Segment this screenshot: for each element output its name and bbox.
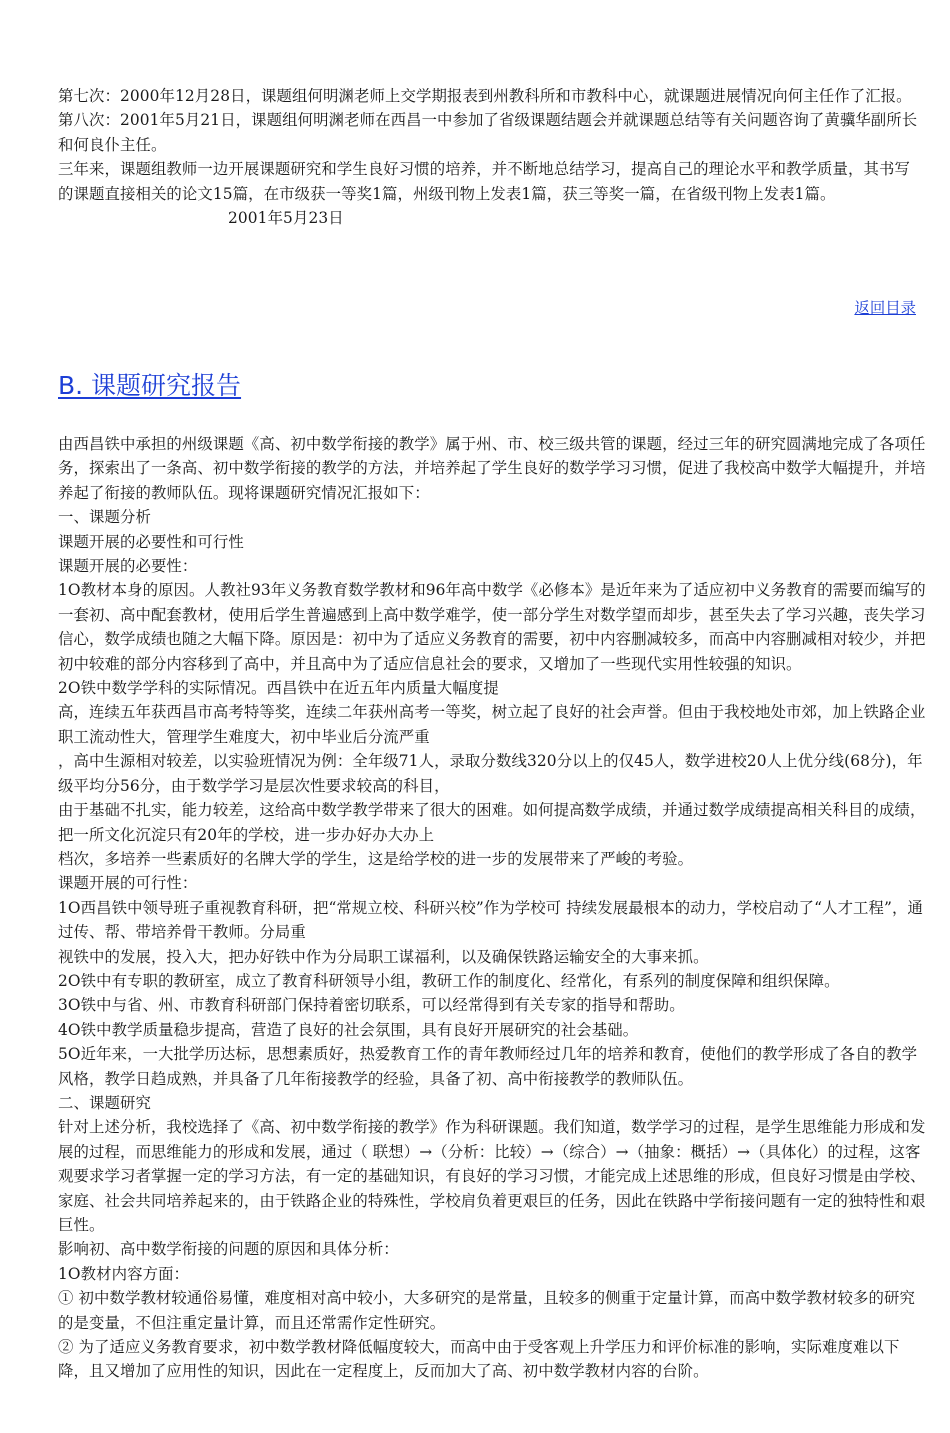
paragraph-seventh-meeting: 第七次：2000年12月28日，课题组何明渊老师上交学期报表到州教科所和市教科中心，就课题进展情况向何主任作了汇报。 [58, 87, 912, 105]
paragraph-feasibility-1-cont: 视铁中的发展，投入大，把办好铁中作为分局职工谋福利，以及确保铁路运输安全的大事来抓。 [58, 947, 709, 966]
paragraph-school-situation-4: 由于基础不扎实，能力较差，这给高中数学教学带来了很大的困难。如何提高数学成绩，并通过数学成绩提高相关科目的成绩，把一所文化沉淀只有20年的学校，进一步办好办大办上 [58, 801, 926, 844]
paragraph-intro: 由西昌铁中承担的州级课题《高、初中数学衔接的教学》属于州、市、校三级共管的课题，经过三年的研究圆满地完成了各项任务，探索出了一条高、初中数学衔接的教学的方法，并培养起了学生良好的数学学习习惯，促进了我校高中数学大幅提升，并培养起了衔接的教师队伍。现将课题研究情况汇报如下： [58, 435, 926, 502]
paragraph-school-situation-2: 高，连续五年获西昌市高考特等奖，连续二年获州高考一等奖，树立起了良好的社会声誉。但由于我校地处市郊，加上铁路企业职工流动性大，管理学生难度大，初中毕业后分流严重 [58, 703, 926, 746]
section-heading-link[interactable]: B. 课题研究报告 [58, 371, 242, 400]
subheading-necessity-feasibility: 课题开展的必要性和可行性 [58, 532, 244, 551]
paragraph-point-2: ② 为了适应义务教育要求，初中数学教材降低幅度较大，而高中由于受客观上升学压力和评价标准的影响，实际难度难以下降，且又增加了应用性的知识，因此在一定程度上，反而加大了高、初中数学教材内容的台阶。 [58, 1338, 900, 1381]
paragraph-feasibility-1: 1O西昌铁中领导班子重视教育科研，把“常规立校、科研兴校”作为学校可 持续发展最根本的动力，学校启动了“人才工程”，通过传、帮、带培养骨干教师。分局重 [58, 898, 923, 942]
section-title-analysis: 一、课题分析 [58, 508, 151, 527]
paragraph-three-years-summary [58, 157, 924, 230]
back-to-contents-link[interactable]: 返回目录 [854, 299, 916, 317]
subheading-causes: 影响初、高中数学衔接的问题的原因和具体分析： [58, 1240, 399, 1259]
report-body [58, 432, 930, 1384]
paragraph-point-1: ① 初中数学教材较通俗易懂，难度相对高中较小，大多研究的是常量，且较多的侧重于定量计算，而高中数学教材较多的研究的是变量，不但注重定量计算，而且还常需作定性研究。 [58, 1289, 915, 1332]
paragraph-feasibility-5: 5O近年来，一大批学历达标，思想素质好，热爱教育工作的青年教师经过几年的培养和教育，使他们的教学形成了各自的教学风格，教学日趋成熟，并具备了几年衔接教学的经验，具备了初、高中衔接教学的教师队伍。 [58, 1045, 918, 1088]
paragraph-feasibility-4: 4O铁中教学质量稳步提高，营造了良好的社会氛围，具有良好开展研究的社会基础。 [58, 1020, 639, 1039]
paragraph-textbook-reason: 1O教材本身的原因。人教社93年义务教育数学教材和96年高中数学《必修本》是近年来为了适应初中义务教育的需要而编写的一套初、高中配套教材，使用后学生普遍感到上高中数学难学，使一部分学生对数学望而却步，甚至失去了学习兴趣，丧失学习信心，数学成绩也随之大幅下降。原因是：初中为了适应义务教育的需要，初中内容删减较多，而高中内容删减相对较少，并把初中较难的部分内容移到了高中，并且高中为了适应信息社会的要求，又增加了一些现代实用性较强的知识。 [58, 581, 926, 673]
subheading-feasibility: 课题开展的可行性： [58, 874, 198, 893]
report-date: 2001年5月23日 [228, 209, 344, 228]
paragraph-research-choice: 针对上述分析，我校选择了《高、初中数学衔接的教学》作为科研课题。我们知道，数学学习的过程，是学生思维能力形成和发展的过程，而思维能力的形成和发展，通过（ 联想）→（分析：比较）→（综合）→（抽象：概括）→（具体化）的过程，这客观要求学习者掌握一定的学习方法，有一定的基础知识，有良好的学习习惯，才能完成上述思维的形成，但良好习惯是由学校、家庭、社会共同培养起来的，由于铁路企业的特殊性，学校肩负着更艰巨的任务，因此在铁路中学衔接问题有一定的独特性和艰巨性。 [58, 1118, 926, 1234]
paragraph-feasibility-3: 3O铁中与省、州、市教育科研部门保持着密切联系，可以经常得到有关专家的指导和帮助。 [58, 996, 685, 1015]
summary-text: 三年来，课题组教师一边开展课题研究和学生良好习惯的培养，并不断地总结学习，提高自己的理论水平和教学质量，其书写的课题直接相关的论文15篇，在市级获一等奖1篇，州级刊物上发表1篇，获三等奖一篇，在省级刊物上发表1篇。 [58, 160, 910, 203]
subheading-textbook-content: 1O教材内容方面： [58, 1264, 190, 1283]
paragraph-feasibility-2: 2O铁中有专职的教研室，成立了教育科研领导小组，教研工作的制度化、经常化，有系列的制度保障和组织保障。 [58, 971, 840, 990]
paragraph-school-situation-1: 2O铁中数学学科的实际情况。西昌铁中在近五年内质量大幅度提 [58, 679, 499, 698]
paragraph-eighth-meeting: 第八次：2001年5月21日，课题组何明渊老师在西昌一中参加了省级课题结题会并就课题总结等有关问题咨询了黄骥华副所长和何良仆主任。 [58, 111, 918, 154]
section-title-research: 二、课题研究 [58, 1093, 151, 1112]
top-text-block [58, 84, 924, 230]
paragraph-school-situation-3: ，高中生源相对较差，以实验班情况为例：全年级71人，录取分数线320分以上的仅45人，数学进校20人上优分线(68分)，年级平均分56分，由于数学学习是层次性要求较高的科目， [58, 752, 923, 795]
paragraph-school-situation-5: 档次，多培养一些素质好的名牌大学的学生，这是给学校的进一步的发展带来了严峻的考验。 [58, 849, 694, 868]
subheading-necessity: 课题开展的必要性： [58, 557, 198, 576]
